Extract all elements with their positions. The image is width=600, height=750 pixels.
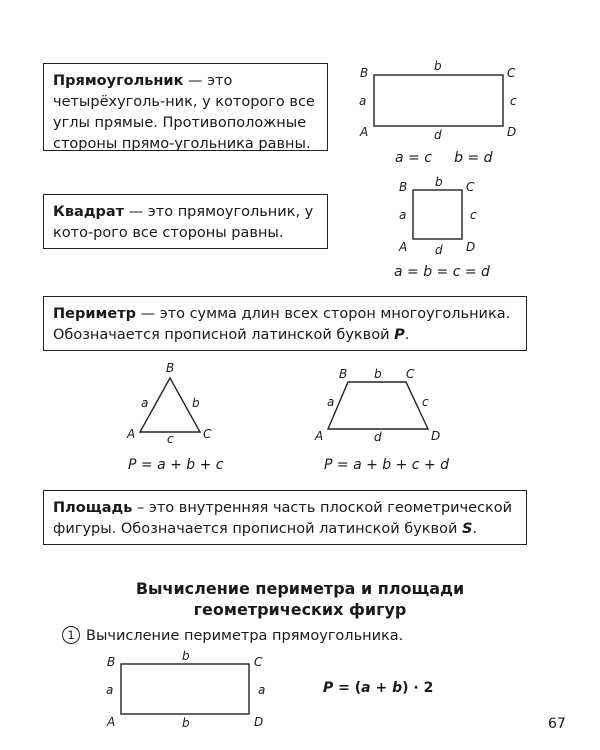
trapezoid-shape: [328, 382, 428, 429]
task-formula: [323, 680, 433, 696]
vertex-label: B: [339, 367, 348, 381]
vertex-label: D: [466, 240, 476, 254]
rectangle-figure: [359, 59, 517, 166]
formula-tail: ) · 2: [402, 680, 434, 696]
perimeter-definition-text: — это сумма длин всех сторон многоугольника. Обозначается прописной латинской буквой: [53, 306, 511, 343]
rectangle-definition-text: — это четырёхуголь-ник, у которого все углы прямые. Противоположные стороны прямо-угольника равны.: [53, 73, 315, 152]
side-label: d: [434, 128, 442, 142]
side-label: c: [167, 432, 174, 446]
vertex-label: C: [406, 367, 415, 381]
trapezoid-formula: P = a + b + c + d: [324, 457, 450, 473]
vertex-label: C: [254, 655, 263, 669]
area-symbol: S: [462, 521, 473, 537]
page-number: 67: [548, 716, 566, 732]
side-label: c: [470, 208, 477, 222]
square-definition-text: — это прямоугольник, у кото-рого все стороны равны.: [53, 204, 314, 241]
side-label: b: [192, 396, 200, 410]
vertex-label: B: [107, 655, 116, 669]
side-label: a: [258, 683, 266, 697]
area-definition-text: – это внутренняя часть плоской геометрической фигуры. Обозначается прописной латинской буквой: [53, 500, 513, 537]
square-formula: a = b = c = d: [394, 264, 490, 280]
side-label: c: [510, 94, 517, 108]
side-label: a: [327, 395, 335, 409]
formula-plus: +: [370, 680, 393, 696]
section-heading-line1: Вычисление периметра и площади: [135, 579, 465, 598]
vertex-label: A: [127, 427, 136, 441]
side-label: a: [359, 94, 367, 108]
vertex-label: B: [399, 180, 408, 194]
perimeter-symbol: P: [394, 327, 405, 343]
formula-P: P: [323, 680, 334, 696]
side-label: b: [182, 649, 190, 663]
vertex-label: B: [166, 361, 175, 375]
task-text: Вычисление периметра прямоугольника.: [86, 628, 404, 644]
side-label: a: [141, 396, 149, 410]
vertex-label: A: [360, 125, 369, 139]
square-term: Квадрат: [53, 204, 125, 220]
vertex-label: D: [507, 125, 517, 139]
formula-a: a: [361, 680, 371, 696]
rectangle-formula: a = c b = d: [395, 150, 493, 166]
perimeter-term: Периметр: [53, 306, 136, 322]
square-shape: [413, 190, 462, 239]
vertex-label: C: [507, 66, 516, 80]
side-label: c: [422, 395, 429, 409]
side-label: b: [435, 175, 443, 189]
vertex-label: C: [466, 180, 475, 194]
triangle-formula: P = a + b + c: [128, 457, 224, 473]
triangle-shape: [140, 378, 200, 432]
side-label: b: [182, 716, 190, 730]
perimeter-end: .: [404, 327, 410, 343]
square-figure: [394, 175, 490, 280]
vertex-label: D: [431, 429, 441, 443]
triangle-figure: [126, 361, 224, 473]
vertex-label: A: [315, 429, 324, 443]
side-label: b: [374, 367, 382, 381]
side-label: d: [374, 430, 382, 444]
section-heading: [0, 578, 600, 620]
task-rectangle-shape: [121, 664, 249, 714]
vertex-label: B: [360, 66, 369, 80]
rectangle-shape: [374, 75, 503, 126]
side-label: a: [106, 683, 114, 697]
task-rectangle-figure: [106, 649, 265, 730]
vertex-label: A: [107, 715, 116, 729]
task-number-circle: 1: [62, 626, 80, 644]
section-heading-line2: геометрических фигур: [193, 600, 407, 619]
trapezoid-figure: [314, 367, 449, 473]
vertex-label: A: [399, 240, 408, 254]
side-label: a: [399, 208, 407, 222]
vertex-label: D: [254, 715, 264, 729]
area-end: .: [472, 521, 478, 537]
task-item: [62, 626, 403, 644]
vertex-label: C: [203, 427, 212, 441]
side-label: b: [434, 59, 442, 73]
area-term: Площадь: [53, 500, 133, 516]
formula-b: b: [392, 680, 403, 696]
rectangle-term: Прямоугольник: [53, 73, 184, 89]
formula-eq: = (: [333, 680, 362, 696]
side-label: d: [435, 243, 443, 257]
